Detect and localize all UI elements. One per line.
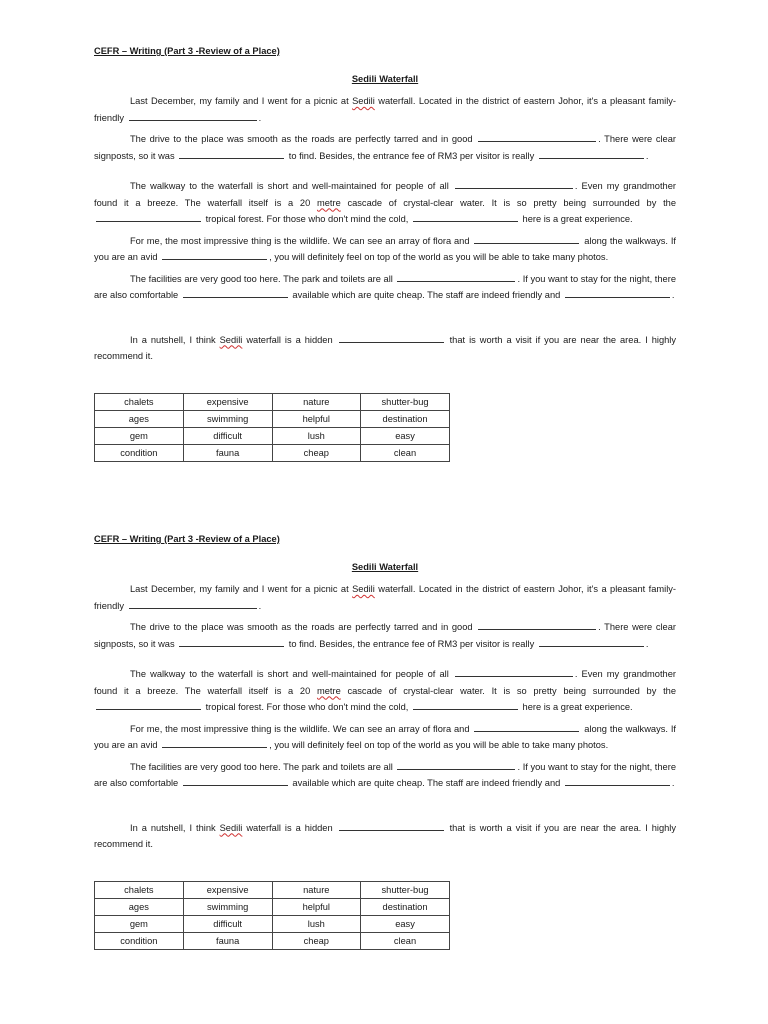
table-cell: fauna — [183, 444, 272, 461]
word-bank-table — [94, 393, 450, 462]
answer-blank[interactable] — [413, 700, 518, 710]
paragraph-6: In a nutshell, I think Sedili waterfall is a hidden that is worth a visit if you are near the area. I highly recommend it. — [94, 334, 676, 361]
answer-blank[interactable] — [96, 212, 201, 222]
table-cell: swimming — [183, 410, 272, 427]
answer-blank[interactable] — [565, 776, 670, 786]
table-row — [95, 393, 450, 410]
table-cell: destination — [361, 898, 450, 915]
paragraph-4: For me, the most impressive thing is the wildlife. We can see an array of flora and along the walkways. If you are an avid , you will definitely feel on top of the world as you will be able to take many photos. — [94, 235, 676, 262]
table-cell: shutter-bug — [361, 393, 450, 410]
table-cell: lush — [272, 427, 360, 444]
table-cell: clean — [361, 932, 450, 949]
answer-blank[interactable] — [339, 821, 444, 831]
misspelled-word: metre — [316, 197, 341, 208]
answer-blank[interactable] — [474, 722, 579, 732]
table-cell: gem — [95, 915, 184, 932]
worksheet-title: Sedili Waterfall — [351, 562, 419, 572]
paragraph-1: Last December, my family and I went for a picnic at Sedili waterfall. Located in the district of eastern Johor, it's a pleasant family-friendly . — [94, 584, 677, 611]
word-bank-table — [94, 881, 450, 950]
worksheet-copy-bottom — [94, 531, 676, 950]
worksheet-title: Sedili Waterfall — [351, 74, 419, 84]
misspelled-word: Sedili — [219, 822, 243, 833]
misspelled-word: metre — [316, 685, 341, 696]
table-row — [95, 915, 450, 932]
answer-blank[interactable] — [183, 776, 288, 786]
table-cell: expensive — [183, 393, 272, 410]
misspelled-word: Sedili — [219, 334, 243, 345]
table-cell: condition — [95, 444, 184, 461]
table-row — [95, 427, 450, 444]
answer-blank[interactable] — [397, 272, 515, 282]
worksheet-heading: CEFR – Writing (Part 3 -Review of a Place) — [94, 534, 280, 544]
table-cell: destination — [361, 410, 450, 427]
misspelled-word: Sedili — [352, 96, 375, 106]
table-cell: difficult — [183, 427, 272, 444]
answer-blank[interactable] — [162, 250, 267, 260]
answer-blank[interactable] — [455, 667, 573, 677]
answer-blank[interactable] — [96, 700, 201, 710]
paragraph-3: The walkway to the waterfall is short and well-maintained for people of all . Even my grandmother found it a breeze. The waterfall itself is a 20 metre cascade of crystal-clear water. It is so pretty being surrounded by the tropical forest. For those who don't mind the cold, here is a great experience. — [94, 181, 677, 224]
table-cell: ages — [95, 410, 184, 427]
answer-blank[interactable] — [539, 149, 644, 159]
worksheet-heading: CEFR – Writing (Part 3 -Review of a Place) — [94, 46, 280, 56]
table-row — [95, 898, 450, 915]
paragraph-2: The drive to the place was smooth as the roads are perfectly tarred and in good . There were clear signposts, so it was to find. Besides, the entrance fee of RM3 per visitor is really . — [94, 622, 676, 649]
table-row — [95, 932, 450, 949]
paragraph-1: Last December, my family and I went for a picnic at Sedili waterfall. Located in the district of eastern Johor, it's a pleasant family-friendly . — [94, 96, 677, 123]
table-row — [95, 444, 450, 461]
table-cell: difficult — [183, 915, 272, 932]
paragraph-5: The facilities are very good too here. The park and toilets are all . If you want to stay for the night, there are also comfortable available which are quite cheap. The staff are indeed friendly and . — [94, 761, 676, 788]
table-cell: easy — [361, 915, 450, 932]
answer-blank[interactable] — [455, 179, 573, 189]
answer-blank[interactable] — [397, 760, 515, 770]
table-cell: nature — [272, 881, 360, 898]
answer-blank[interactable] — [565, 288, 670, 298]
answer-blank[interactable] — [478, 620, 596, 630]
table-cell: swimming — [183, 898, 272, 915]
paragraph-6: In a nutshell, I think Sedili waterfall is a hidden that is worth a visit if you are near the area. I highly recommend it. — [94, 822, 676, 849]
paragraph-2: The drive to the place was smooth as the roads are perfectly tarred and in good . There were clear signposts, so it was to find. Besides, the entrance fee of RM3 per visitor is really . — [94, 134, 676, 161]
answer-blank[interactable] — [129, 599, 257, 609]
table-cell: cheap — [272, 932, 360, 949]
table-cell: helpful — [272, 898, 360, 915]
table-cell: chalets — [95, 881, 184, 898]
table-row — [95, 410, 450, 427]
table-cell: ages — [95, 898, 184, 915]
answer-blank[interactable] — [478, 132, 596, 142]
answer-blank[interactable] — [129, 111, 257, 121]
answer-blank[interactable] — [539, 637, 644, 647]
paragraph-4: For me, the most impressive thing is the wildlife. We can see an array of flora and along the walkways. If you are an avid , you will definitely feel on top of the world as you will be able to take many photos. — [94, 723, 676, 750]
answer-blank[interactable] — [179, 149, 284, 159]
answer-blank[interactable] — [183, 288, 288, 298]
table-cell: cheap — [272, 444, 360, 461]
table-cell: expensive — [183, 881, 272, 898]
paragraph-5: The facilities are very good too here. The park and toilets are all . If you want to stay for the night, there are also comfortable available which are quite cheap. The staff are indeed friendly and . — [94, 273, 676, 300]
table-cell: easy — [361, 427, 450, 444]
paragraph-3: The walkway to the waterfall is short and well-maintained for people of all . Even my grandmother found it a breeze. The waterfall itself is a 20 metre cascade of crystal-clear water. It is so pretty being surrounded by the tropical forest. For those who don't mind the cold, here is a great experience. — [94, 669, 677, 712]
table-cell: fauna — [183, 932, 272, 949]
table-cell: condition — [95, 932, 184, 949]
misspelled-word: Sedili — [352, 584, 375, 594]
answer-blank[interactable] — [162, 738, 267, 748]
answer-blank[interactable] — [474, 234, 579, 244]
table-cell: clean — [361, 444, 450, 461]
table-cell: helpful — [272, 410, 360, 427]
table-cell: shutter-bug — [361, 881, 450, 898]
table-cell: lush — [272, 915, 360, 932]
worksheet-copy-top — [94, 43, 676, 462]
table-cell: gem — [95, 427, 184, 444]
answer-blank[interactable] — [179, 637, 284, 647]
answer-blank[interactable] — [413, 212, 518, 222]
table-row — [95, 881, 450, 898]
table-cell: chalets — [95, 393, 184, 410]
answer-blank[interactable] — [339, 333, 444, 343]
table-cell: nature — [272, 393, 360, 410]
